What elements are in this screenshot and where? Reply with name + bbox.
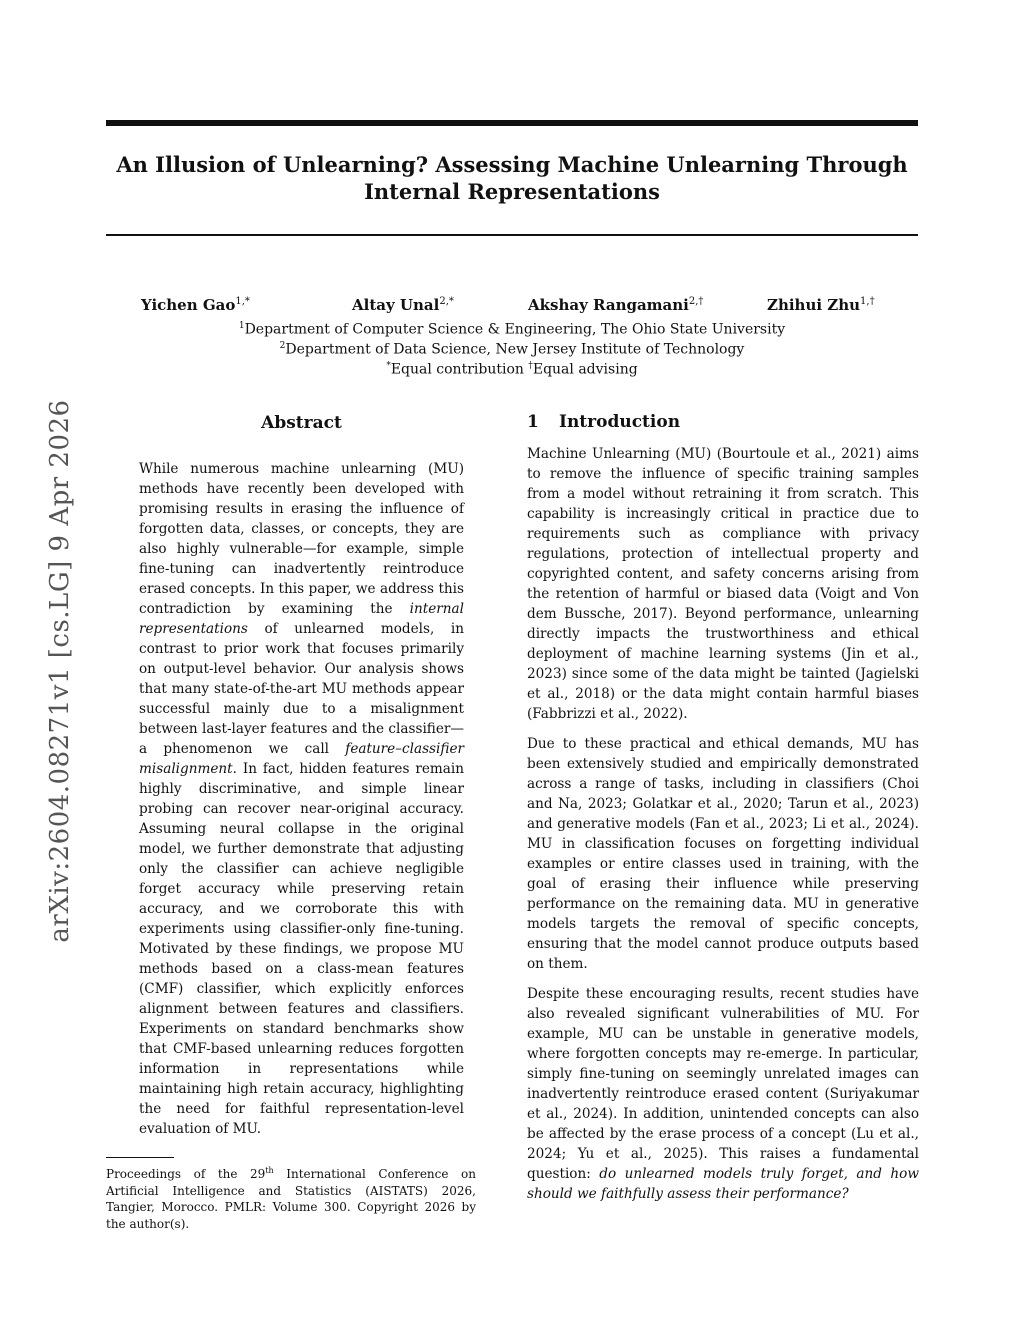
author-1: [141, 296, 250, 314]
emphasis: feature–classifier misalignment: [139, 741, 464, 777]
paragraph: Despite these encouraging results, recent studies have also revealed significant vulnerabilities of MU. For example, MU can be unstable in generative models, where forgotten concepts may re-emerge. In particular, simply fine-tuning on seemingly unrelated images can inadvertently reintroduce erased content (Suriyakumar et al., 2024). In addition, unintended concepts can also be affected by the erase process of a concept (Lu et al., 2024; Yu et al., 2025). This raises a fundamental question: do unlearned models truly forget, and how should we faithfully assess their performance?: [527, 986, 919, 1202]
proceedings-footnote: Proceedings of the 29th International Conference on Artificial Intelligence and Statistics (AISTATS) 2026, Tangier, Morocco. PMLR: Volume 300. Copyright 2026 by the author(s).: [106, 1166, 476, 1231]
arxiv-identifier: arXiv:2604.08271v1 [cs.LG] 9 Apr 2026: [45, 399, 75, 943]
title-line-2: Internal Representations: [364, 179, 660, 204]
abstract-heading: Abstract: [261, 413, 342, 433]
title-top-rule: [106, 120, 918, 126]
title-line-1: An Illusion of Unlearning? Assessing Machine Unlearning Through: [116, 152, 908, 177]
emphasis: internal representations: [139, 601, 464, 637]
paragraph: Due to these practical and ethical demands, MU has been extensively studied and empirically demonstrated across a range of tasks, including in classifiers (Choi and Na, 2023; Golatkar et al., 2020; Tarun et al., 2023) and generative models (Fan et al., 2023; Li et al., 2024). MU in classification focuses on forgetting individual examples or entire classes used in training, with the goal of erasing their influence while preserving performance on the remaining data. MU in generative models targets the removal of specific concepts, ensuring that the model cannot produce outputs based on them.: [527, 736, 919, 972]
emphasis: do unlearned models truly forget, and how should we faithfully assess their performance?: [527, 1166, 919, 1202]
section-heading-introduction: [527, 412, 680, 432]
paper-title: [106, 151, 918, 205]
contribution-note: *Equal contribution †Equal advising: [386, 361, 638, 378]
author-marks: 2,†: [688, 296, 704, 307]
affiliation-2: $^2$Department of Data Science, New Jersey Institute of Technology: [279, 341, 745, 358]
author-3: [528, 296, 703, 314]
paragraph: Machine Unlearning (MU) (Bourtoule et al., 2021) aims to remove the influence of specific training samples from a model without retraining it from scratch. This capability is increasingly critical in practice due to requirements such as compliance with privacy regulations, protection of intellectual property and copyrighted content, and safety concerns arising from the retention of harmful or biased data (Voigt and Von dem Bussche, 2017). Beyond performance, unlearning directly impacts the trustworthiness and ethical deployment of machine learning systems (Jin et al., 2023) since some of the data might be tainted (Jagielski et al., 2018) or the data might contain harmful biases (Fabbrizzi et al., 2022).: [527, 446, 919, 722]
author-name: Akshay Rangamani: [528, 296, 689, 314]
author-marks: 2,*: [439, 296, 454, 307]
introduction-body: [527, 444, 919, 1204]
author-4: [767, 296, 875, 314]
section-number: 1: [527, 412, 539, 432]
abstract-body: While numerous machine unlearning (MU) methods have recently been developed with promising results in erasing the influence of forgotten data, classes, or concepts, they are also highly vulnerable—for example, simple fine-tuning can inadvertently reintroduce erased concepts. In this paper, we address this contradiction by examining the internal representations of unlearned models, in contrast to prior work that focuses primarily on output-level behavior. Our analysis shows that many state-of-the-art MU methods appear successful mainly due to a misalignment between last-layer features and the classifier—a phenomenon we call feature–classifier misalignment. In fact, hidden features remain highly discriminative, and simple linear probing can recover near-original accuracy. Assuming neural collapse in the original model, we further demonstrate that adjusting only the classifier can achieve negligible forget accuracy while preserving retain accuracy, and we corroborate this with experiments using classifier-only fine-tuning. Motivated by these findings, we propose MU methods based on a class-mean features (CMF) classifier, which explicitly enforces alignment between features and classifiers. Experiments on standard benchmarks show that CMF-based unlearning reduces forgotten information in representations while maintaining high retain accuracy, highlighting the need for faithful representation-level evaluation of MU.: [139, 461, 464, 1137]
title-bottom-rule: [106, 234, 918, 236]
author-marks: 1,†: [860, 296, 875, 307]
author-2: [352, 296, 454, 314]
author-marks: 1,*: [235, 296, 250, 307]
author-name: Yichen Gao: [141, 296, 236, 314]
author-name: Altay Unal: [352, 296, 440, 314]
section-title: Introduction: [559, 412, 681, 432]
affiliation-1: $^1$Department of Computer Science & Engineering, The Ohio State University: [238, 321, 786, 338]
author-name: Zhihui Zhu: [767, 296, 861, 314]
footnote-rule: [106, 1157, 174, 1158]
